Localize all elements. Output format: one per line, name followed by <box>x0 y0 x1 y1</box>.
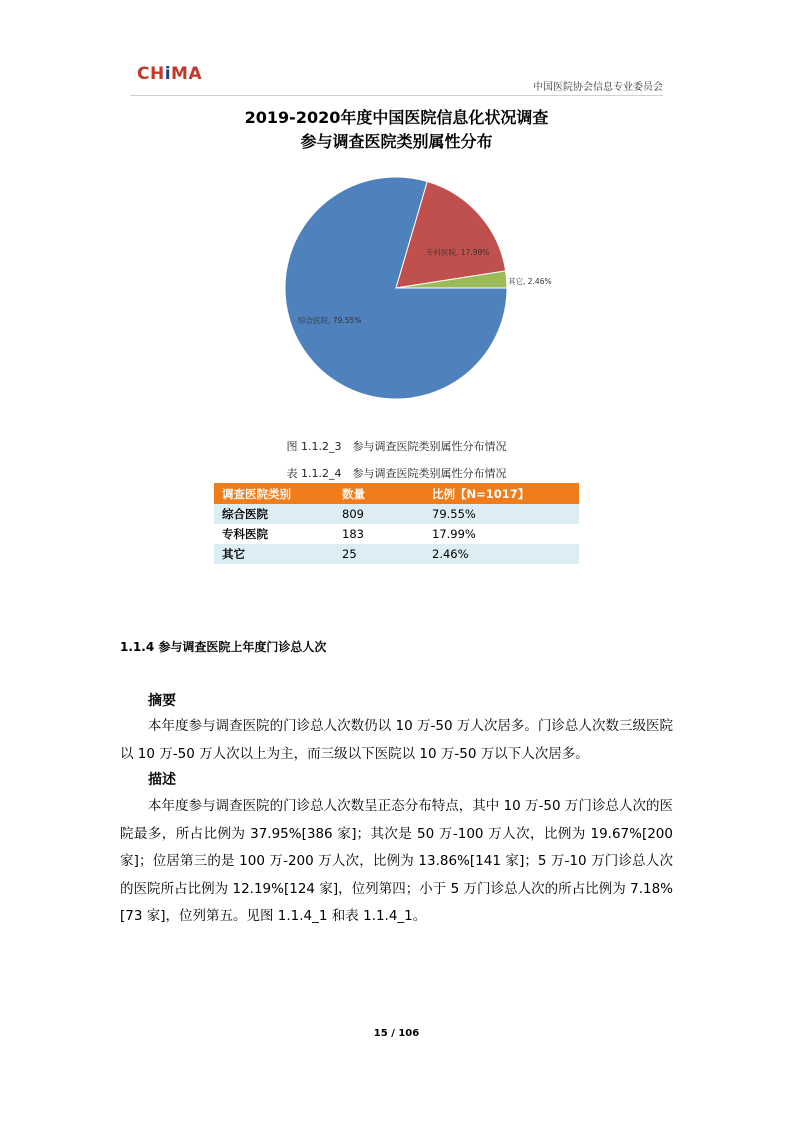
section-title: 1.1.4 参与调查医院上年度门诊总人次 <box>120 640 327 654</box>
description-paragraph: 本年度参与调查医院的门诊总人次数呈正态分布特点，其中 10 万-50 万门诊总人次的医院最多，所占比例为 37.95%[386 家]；其次是 50 万-100 万人次，比例为 19.67%[200 家]；位居第三的是 100 万-200 万人次，比例为 13.86%[141 家]；5 万-10 万门诊总人次的医院所占比例为 12.19%[124 家]，位列第四；小于 5 万门诊总人次的所占比例为 7.18%[73 家]，位列第五。见图 1.1.4_1 和表 1.1.4_1。 <box>120 798 673 924</box>
header-count: 数量 <box>334 483 424 504</box>
cell-ratio: 2.46% <box>424 544 579 564</box>
table-header-row <box>214 483 579 504</box>
header-category: 调查医院类别 <box>214 483 334 504</box>
header-divider <box>130 95 663 96</box>
cell-count: 183 <box>334 524 424 544</box>
chart-title-line1: 2019-2020年度中国医院信息化状况调查 <box>244 108 549 127</box>
table-row <box>214 504 579 524</box>
table-row <box>214 544 579 564</box>
organization-name: 中国医院协会信息专业委员会 <box>533 82 663 93</box>
pie-chart <box>230 170 560 410</box>
description-heading: 描述 <box>148 772 176 788</box>
cell-ratio: 79.55% <box>424 504 579 524</box>
cell-ratio: 17.99% <box>424 524 579 544</box>
cell-category: 综合医院 <box>214 504 334 524</box>
table-row <box>214 524 579 544</box>
figure-caption: 图 1.1.2_3 参与调查医院类别属性分布情况 <box>286 440 507 453</box>
table-caption: 表 1.1.2_4 参与调查医院类别属性分布情况 <box>286 467 507 480</box>
cell-count: 809 <box>334 504 424 524</box>
pie-slice-label: 其它, 2.46% <box>508 277 552 286</box>
chart-title <box>0 106 793 154</box>
header-ratio: 比例【N=1017】 <box>424 483 579 504</box>
chima-logo: CHiMA <box>137 64 203 84</box>
category-table <box>214 483 579 564</box>
chart-title-line2: 参与调查医院类别属性分布 <box>300 132 493 151</box>
pie-slice-label: 专科医院, 17.99% <box>426 248 490 257</box>
cell-count: 25 <box>334 544 424 564</box>
pie-slice-label: 综合医院, 79.55% <box>298 316 362 325</box>
summary-heading: 摘要 <box>148 693 176 709</box>
cell-category: 其它 <box>214 544 334 564</box>
page-number: 15 / 106 <box>373 1028 420 1039</box>
summary-paragraph: 本年度参与调查医院的门诊总人次数仍以 10 万-50 万人次居多。门诊总人次数三级医院以 10 万-50 万人次以上为主，而三级以下医院以 10 万-50 万以下人次居多。 <box>120 718 673 762</box>
cell-category: 专科医院 <box>214 524 334 544</box>
